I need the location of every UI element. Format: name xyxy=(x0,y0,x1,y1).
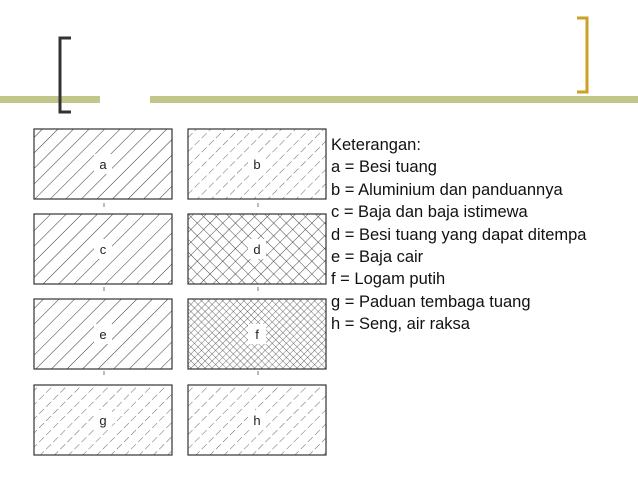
hatch-box-b xyxy=(188,129,326,199)
hatch-label-b: b xyxy=(253,157,261,172)
hatch-box-g xyxy=(34,385,172,455)
legend-item-b: b = Aluminium dan panduannya xyxy=(331,180,563,199)
hatch-box-a xyxy=(34,129,172,199)
hatch-box-d xyxy=(188,214,326,284)
legend-item-d: d = Besi tuang yang dapat ditempa xyxy=(331,225,587,244)
legend-heading: Keterangan: xyxy=(331,136,421,154)
legend-item-g: g = Paduan tembaga tuang xyxy=(331,292,531,311)
legend-item-h: h = Seng, air raksa xyxy=(331,315,470,334)
hatch-label-h: h xyxy=(253,413,261,428)
hatch-box-e xyxy=(34,299,172,369)
right-bracket-icon xyxy=(577,18,587,92)
hatch-label-d: d xyxy=(253,242,261,257)
legend-item-c: c = Baja dan baja istimewa xyxy=(331,203,528,222)
hatch-label-f: f xyxy=(255,327,259,342)
hatch-box-c xyxy=(34,214,172,284)
title-bar-right xyxy=(150,96,638,103)
hatch-label-e: e xyxy=(99,327,107,342)
hatch-label-a: a xyxy=(99,157,107,172)
legend xyxy=(331,134,638,336)
hatch-label-g: g xyxy=(99,413,107,428)
legend-item-f: f = Logam putih xyxy=(331,270,446,289)
hatch-sample-grid xyxy=(34,129,326,455)
legend-item-a: a = Besi tuang xyxy=(331,158,437,177)
hatch-box-f xyxy=(188,299,326,369)
hatch-box-h xyxy=(188,385,326,455)
title-bar-left xyxy=(0,96,100,103)
legend-item-e: e = Baja cair xyxy=(331,248,424,267)
hatch-label-c: c xyxy=(99,242,107,257)
